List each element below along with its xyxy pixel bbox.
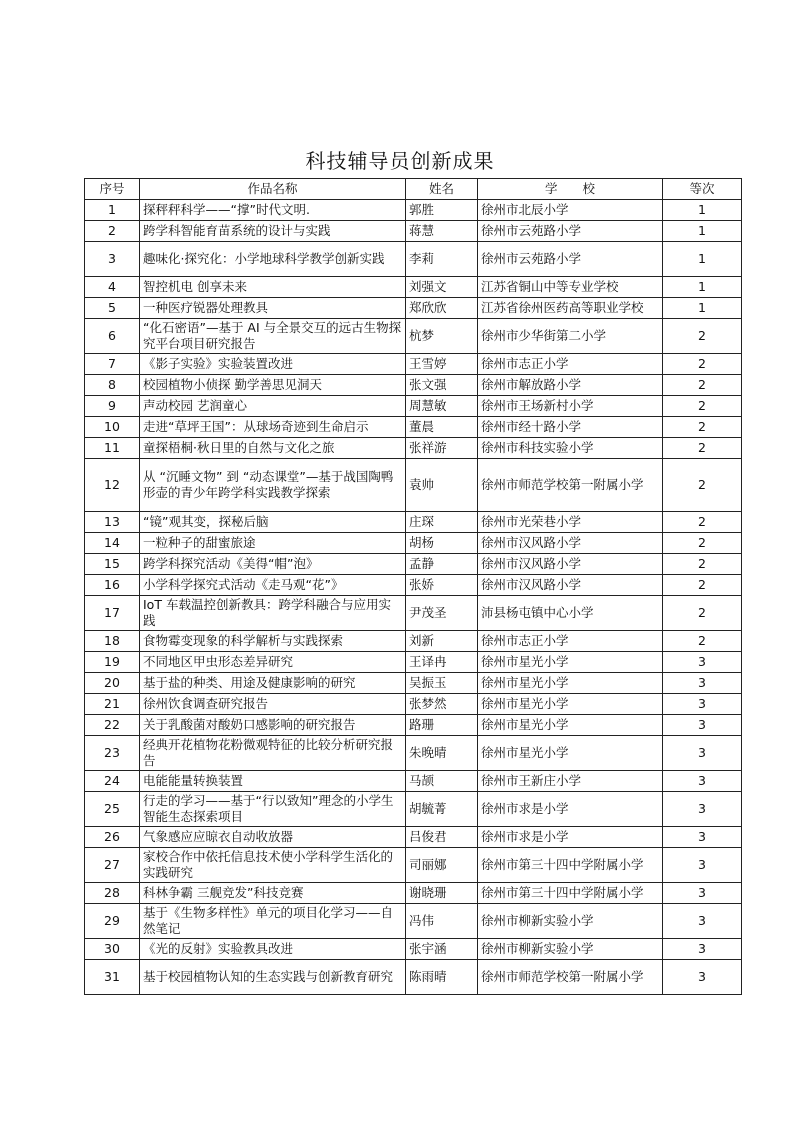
row-title: 走进“草坪王国”：从球场奇迹到生命启示: [140, 417, 406, 438]
row-name: 王雪婷: [406, 354, 478, 375]
row-title: “镜”观其变，探秘后脑: [140, 512, 406, 533]
row-level: 3: [663, 904, 742, 939]
row-index: 30: [85, 939, 140, 960]
row-title: 《光的反射》实验教具改进: [140, 939, 406, 960]
table-header-row: [85, 179, 742, 200]
row-level: 2: [663, 417, 742, 438]
row-title: 跨学科智能育苗系统的设计与实践: [140, 221, 406, 242]
row-school: 徐州市经十路小学: [478, 417, 663, 438]
row-name: 张梦然: [406, 694, 478, 715]
row-name: 张祥游: [406, 438, 478, 459]
row-level: 3: [663, 960, 742, 995]
row-title: 声动校园 艺润童心: [140, 396, 406, 417]
table-row: [85, 319, 742, 354]
row-name: 胡毓菁: [406, 792, 478, 827]
row-index: 7: [85, 354, 140, 375]
row-index: 11: [85, 438, 140, 459]
header-idx: 序号: [85, 179, 140, 200]
header-title: 作品名称: [140, 179, 406, 200]
row-level: 2: [663, 396, 742, 417]
row-name: 张文强: [406, 375, 478, 396]
row-title: 趣味化·探究化：小学地球科学教学创新实践: [140, 242, 406, 277]
row-school: 徐州市志正小学: [478, 354, 663, 375]
row-index: 3: [85, 242, 140, 277]
row-title: 基于《生物多样性》单元的项目化学习——自然笔记: [140, 904, 406, 939]
table-row: [85, 596, 742, 631]
row-name: 杭梦: [406, 319, 478, 354]
row-title: 基于盐的种类、用途及健康影响的研究: [140, 673, 406, 694]
row-name: 尹茂圣: [406, 596, 478, 631]
row-index: 19: [85, 652, 140, 673]
header-name: 姓名: [406, 179, 478, 200]
row-school: 徐州市星光小学: [478, 715, 663, 736]
row-title: 一粒种子的甜蜜旅途: [140, 533, 406, 554]
row-index: 20: [85, 673, 140, 694]
row-level: 2: [663, 512, 742, 533]
row-index: 31: [85, 960, 140, 995]
row-index: 1: [85, 200, 140, 221]
table-row: [85, 375, 742, 396]
table-row: [85, 694, 742, 715]
row-school: 徐州市王新庄小学: [478, 771, 663, 792]
row-level: 2: [663, 631, 742, 652]
row-level: 3: [663, 771, 742, 792]
row-title: 科林争霸 三舰竞发”科技竞赛: [140, 883, 406, 904]
row-school: 徐州市云苑路小学: [478, 242, 663, 277]
row-name: 吴振玉: [406, 673, 478, 694]
row-level: 2: [663, 459, 742, 512]
row-school: 徐州市王场新村小学: [478, 396, 663, 417]
row-title: 关于乳酸菌对酸奶口感影响的研究报告: [140, 715, 406, 736]
row-level: 3: [663, 848, 742, 883]
row-index: 5: [85, 298, 140, 319]
table-row: [85, 554, 742, 575]
table-row: [85, 631, 742, 652]
row-school: 徐州市汉风路小学: [478, 575, 663, 596]
row-index: 17: [85, 596, 140, 631]
row-name: 冯伟: [406, 904, 478, 939]
row-level: 3: [663, 673, 742, 694]
row-index: 4: [85, 277, 140, 298]
table-row: [85, 792, 742, 827]
row-title: 校园植物小侦探 勤学善思见洞天: [140, 375, 406, 396]
table-row: [85, 396, 742, 417]
row-name: 李莉: [406, 242, 478, 277]
table-row: [85, 736, 742, 771]
row-title: “化石密语”—基于 AI 与全景交互的远古生物探究平台项目研究报告: [140, 319, 406, 354]
table-row: [85, 221, 742, 242]
table-row: [85, 827, 742, 848]
row-index: 9: [85, 396, 140, 417]
row-school: 徐州市柳新实验小学: [478, 904, 663, 939]
row-index: 18: [85, 631, 140, 652]
row-level: 3: [663, 827, 742, 848]
row-name: 袁帅: [406, 459, 478, 512]
row-name: 刘新: [406, 631, 478, 652]
row-school: 徐州市少华街第二小学: [478, 319, 663, 354]
table-row: [85, 771, 742, 792]
row-level: 3: [663, 736, 742, 771]
table-row: [85, 652, 742, 673]
row-title: 童探梧桐·秋日里的自然与文化之旅: [140, 438, 406, 459]
row-index: 29: [85, 904, 140, 939]
row-level: 2: [663, 575, 742, 596]
row-index: 14: [85, 533, 140, 554]
row-level: 1: [663, 298, 742, 319]
awards-table: [84, 178, 742, 995]
table-row: [85, 298, 742, 319]
row-name: 谢晓珊: [406, 883, 478, 904]
row-name: 朱晚晴: [406, 736, 478, 771]
row-level: 3: [663, 694, 742, 715]
row-index: 8: [85, 375, 140, 396]
row-school: 徐州市求是小学: [478, 827, 663, 848]
row-school: 徐州市星光小学: [478, 736, 663, 771]
row-school: 徐州市志正小学: [478, 631, 663, 652]
row-school: 徐州市星光小学: [478, 673, 663, 694]
row-index: 2: [85, 221, 140, 242]
row-index: 27: [85, 848, 140, 883]
row-school: 徐州市第三十四中学附属小学: [478, 848, 663, 883]
row-title: IoT 车载温控创新教具：跨学科融合与应用实践: [140, 596, 406, 631]
table-row: [85, 883, 742, 904]
row-school: 徐州市师范学校第一附属小学: [478, 960, 663, 995]
row-name: 张娇: [406, 575, 478, 596]
row-school: 沛县杨屯镇中心小学: [478, 596, 663, 631]
row-name: 王译冉: [406, 652, 478, 673]
row-school: 徐州市解放路小学: [478, 375, 663, 396]
table-row: [85, 533, 742, 554]
table-row: [85, 960, 742, 995]
row-name: 周慧敏: [406, 396, 478, 417]
table-row: [85, 354, 742, 375]
row-level: 1: [663, 221, 742, 242]
row-index: 24: [85, 771, 140, 792]
row-title: 智控机电 创享未来: [140, 277, 406, 298]
row-level: 1: [663, 242, 742, 277]
row-index: 15: [85, 554, 140, 575]
row-title: 电能能量转换装置: [140, 771, 406, 792]
row-school: 徐州市北辰小学: [478, 200, 663, 221]
row-school: 徐州市星光小学: [478, 652, 663, 673]
row-level: 2: [663, 438, 742, 459]
row-level: 3: [663, 652, 742, 673]
table-row: [85, 459, 742, 512]
row-name: 董晨: [406, 417, 478, 438]
row-title: 徐州饮食调查研究报告: [140, 694, 406, 715]
row-name: 刘强文: [406, 277, 478, 298]
row-name: 蒋慧: [406, 221, 478, 242]
row-name: 郑欣欣: [406, 298, 478, 319]
row-title: 不同地区甲虫形态差异研究: [140, 652, 406, 673]
row-title: 气象感应应晾衣自动收放器: [140, 827, 406, 848]
row-level: 2: [663, 319, 742, 354]
row-school: 江苏省铜山中等专业学校: [478, 277, 663, 298]
row-school: 徐州市第三十四中学附属小学: [478, 883, 663, 904]
row-school: 徐州市科技实验小学: [478, 438, 663, 459]
row-level: 3: [663, 715, 742, 736]
table-row: [85, 575, 742, 596]
row-index: 6: [85, 319, 140, 354]
table-row: [85, 438, 742, 459]
row-index: 23: [85, 736, 140, 771]
row-index: 10: [85, 417, 140, 438]
row-index: 26: [85, 827, 140, 848]
page-title: 科技辅导员创新成果: [305, 149, 495, 173]
row-level: 3: [663, 792, 742, 827]
row-school: 徐州市光荣巷小学: [478, 512, 663, 533]
row-name: 路珊: [406, 715, 478, 736]
row-school: 徐州市柳新实验小学: [478, 939, 663, 960]
row-level: 3: [663, 883, 742, 904]
table-row: [85, 673, 742, 694]
row-name: 司丽娜: [406, 848, 478, 883]
row-name: 吕俊君: [406, 827, 478, 848]
row-name: 郭胜: [406, 200, 478, 221]
row-level: 2: [663, 533, 742, 554]
row-level: 2: [663, 375, 742, 396]
table-row: [85, 512, 742, 533]
table-row: [85, 939, 742, 960]
row-school: 徐州市汉风路小学: [478, 533, 663, 554]
row-title: 探秤秤科学——“撑”时代文明.: [140, 200, 406, 221]
row-title: 从 “沉睡文物” 到 “动态课堂”—基于战国陶鸭形壶的青少年跨学科实践教学探索: [140, 459, 406, 512]
row-title: 《影子实验》实验装置改进: [140, 354, 406, 375]
header-school: 学 校: [478, 179, 663, 200]
row-name: 胡杨: [406, 533, 478, 554]
row-name: 孟静: [406, 554, 478, 575]
row-title: 基于校园植物认知的生态实践与创新教育研究: [140, 960, 406, 995]
table-row: [85, 200, 742, 221]
header-level: 等次: [663, 179, 742, 200]
table-row: [85, 848, 742, 883]
row-index: 16: [85, 575, 140, 596]
table-row: [85, 715, 742, 736]
row-index: 21: [85, 694, 140, 715]
row-name: 庄琛: [406, 512, 478, 533]
row-name: 张宇涵: [406, 939, 478, 960]
row-level: 2: [663, 354, 742, 375]
row-school: 徐州市星光小学: [478, 694, 663, 715]
table-row: [85, 277, 742, 298]
row-title: 家校合作中依托信息技术使小学科学生活化的实践研究: [140, 848, 406, 883]
row-level: 2: [663, 596, 742, 631]
row-title: 行走的学习——基于“行以致知”理念的小学生智能生态探索项目: [140, 792, 406, 827]
row-school: 徐州市云苑路小学: [478, 221, 663, 242]
row-title: 跨学科探究活动《美得“帽”泡》: [140, 554, 406, 575]
table-row: [85, 417, 742, 438]
row-name: 陈雨晴: [406, 960, 478, 995]
row-index: 28: [85, 883, 140, 904]
row-index: 12: [85, 459, 140, 512]
table-body: [85, 200, 742, 995]
row-school: 徐州市师范学校第一附属小学: [478, 459, 663, 512]
row-index: 25: [85, 792, 140, 827]
row-name: 马颉: [406, 771, 478, 792]
table-row: [85, 904, 742, 939]
row-title: 经典开花植物花粉微观特征的比较分析研究报告: [140, 736, 406, 771]
row-index: 22: [85, 715, 140, 736]
row-level: 2: [663, 554, 742, 575]
row-index: 13: [85, 512, 140, 533]
row-school: 江苏省徐州医药高等职业学校: [478, 298, 663, 319]
table-row: [85, 242, 742, 277]
row-title: 一种医疗锐器处理教具: [140, 298, 406, 319]
row-level: 3: [663, 939, 742, 960]
row-school: 徐州市汉风路小学: [478, 554, 663, 575]
row-school: 徐州市求是小学: [478, 792, 663, 827]
row-title: 小学科学探究式活动《走马观“花”》: [140, 575, 406, 596]
row-level: 1: [663, 277, 742, 298]
row-title: 食物霉变现象的科学解析与实践探索: [140, 631, 406, 652]
row-level: 1: [663, 200, 742, 221]
